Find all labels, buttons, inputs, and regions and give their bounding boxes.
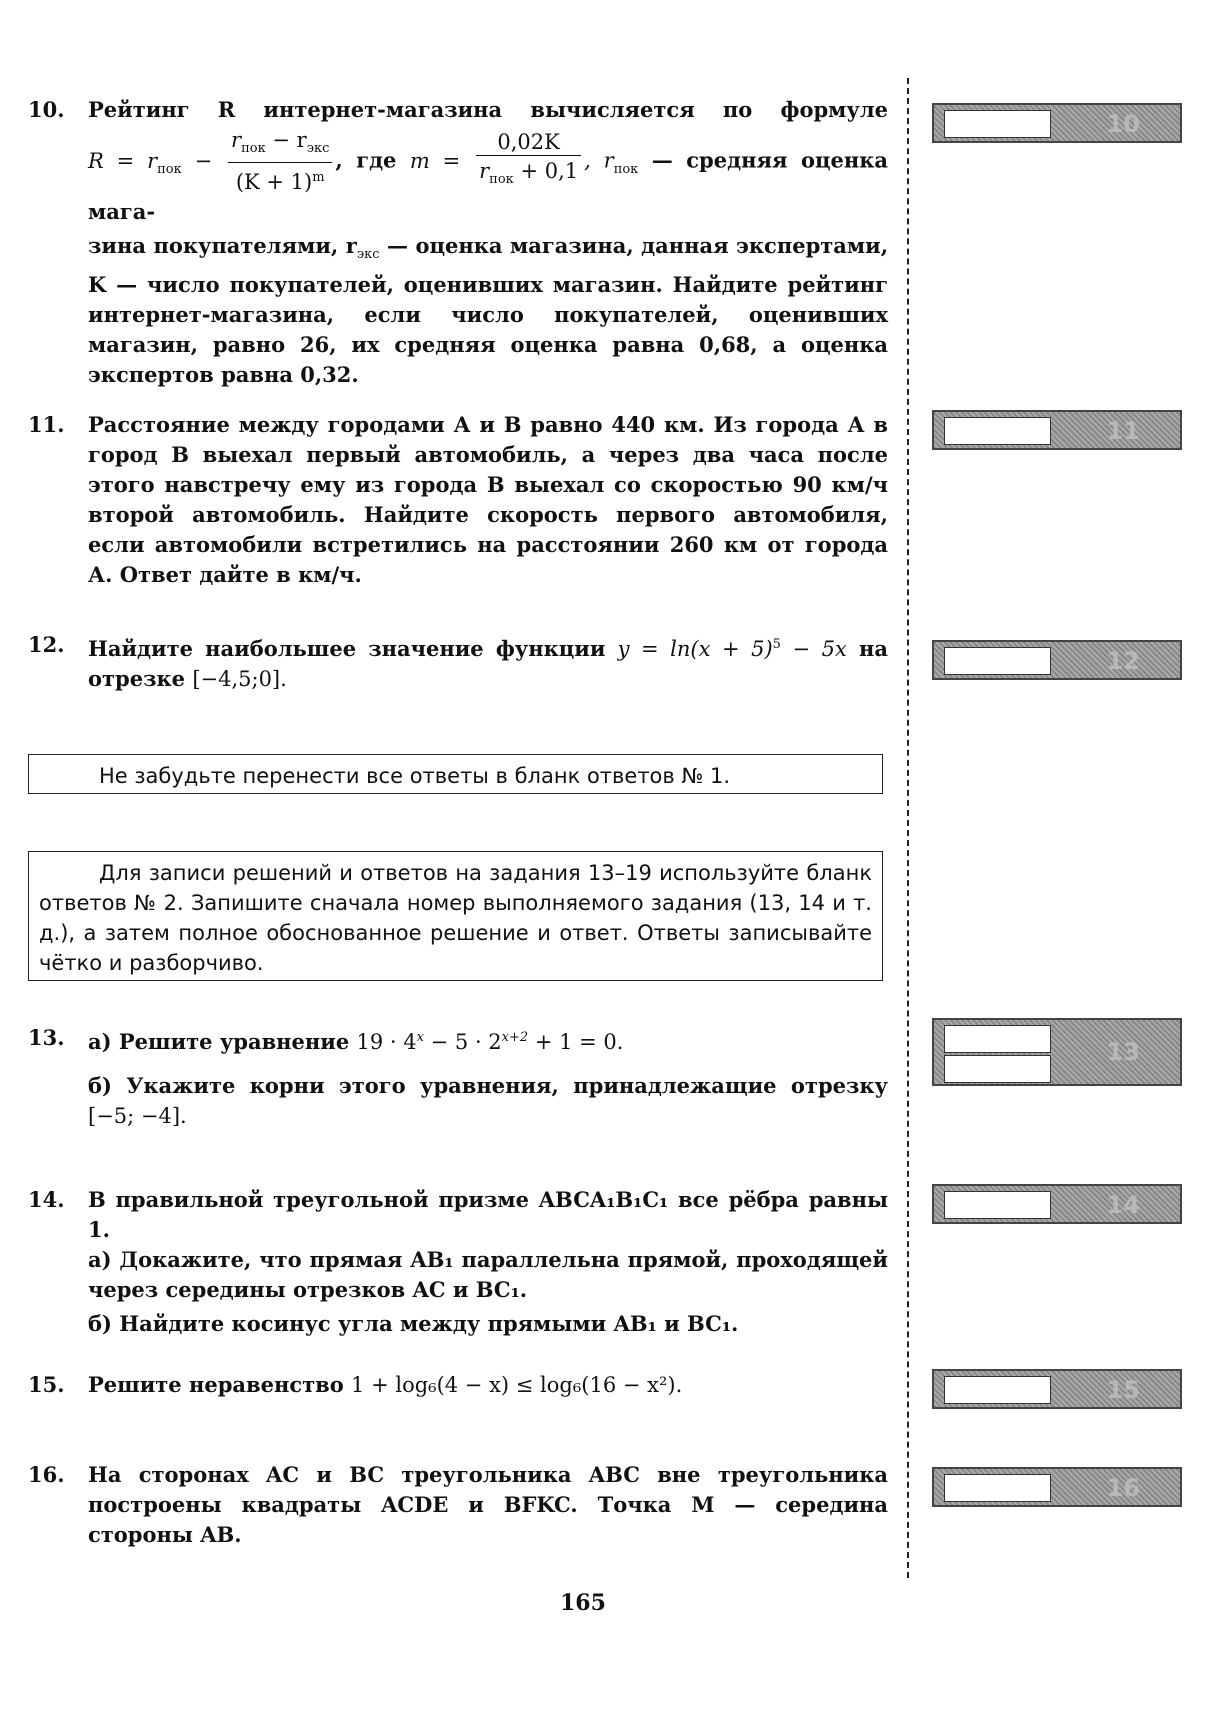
- problem-number: 15.: [28, 1372, 65, 1397]
- instructions-notice: Для записи решений и ответов на задания 13–19 используйте бланк ответов № 2. Запишите сначала номер выполняемого задания (13, 14 и т. д.), а затем полное обоснованное решение и ответ. Ответы записывайте чётко и разборчиво.: [28, 851, 883, 981]
- answer-box-12: 12: [932, 640, 1182, 680]
- problem-10-intro: Рейтинг R интернет-магазина вычисляется по формуле: [88, 97, 888, 122]
- problem-number: 13.: [28, 1025, 65, 1050]
- answer-box-11: 11: [932, 410, 1182, 450]
- problem-12-text: Найдите наибольшее значение функции $y = \ln(x + 5)^5 - 5x$ на отрезке [−4,5;0].: [88, 636, 889, 691]
- problem-14-a: а) Докажите, что прямая AB₁ параллельна прямой, проходящей через середины отрезков AC и BC₁.: [88, 1247, 888, 1302]
- answer-field[interactable]: [944, 1191, 1051, 1219]
- answer-box-14: 14: [932, 1184, 1182, 1224]
- problem-16-text: На сторонах AC и BC треугольника ABC вне треугольника построены квадраты ACDE и BFKC. Точка M — середина стороны AB.: [88, 1462, 888, 1547]
- problem-number: 14.: [28, 1187, 65, 1212]
- answer-field[interactable]: [944, 1474, 1051, 1502]
- problem-11-text: Расстояние между городами А и В равно 440 км. Из города А в город В выехал первый автомобиль, а через два часа после этого навстречу ему из города В выехал со скоростью 90 км/ч второй автомобиль. Найдите скорость первого автомобиля, если автомобили встретились на расстоянии 260 км от города А. Ответ дайте в км/ч.: [88, 412, 888, 587]
- transfer-notice: Не забудьте перенести все ответы в бланк ответов № 1.: [28, 754, 883, 794]
- answer-field[interactable]: [944, 1376, 1051, 1404]
- cut-line: [907, 78, 909, 1578]
- answer-box-10: 10: [932, 103, 1182, 143]
- answer-box-13: 13: [932, 1018, 1182, 1086]
- problem-number: 12.: [28, 632, 65, 657]
- answer-box-16: 16: [932, 1467, 1182, 1507]
- answer-field-b[interactable]: [944, 1055, 1051, 1083]
- problem-13-a: а) Решите уравнение $19 \cdot 4^x - 5 \cdot 2^{x+2} + 1 = 0$.: [88, 1029, 624, 1054]
- problem-10-formula: $R = r_{пок}$ − $\frac{r_{пок} - r_{экс}}{(K + 1)^m}$ , где m = $\frac{0,02K}{r_{пок} + 0,1}$ , $r_{пок}$ — средняя оценка мага-: [88, 128, 889, 225]
- answer-field[interactable]: [944, 647, 1051, 675]
- problem-10-rest: зина покупателями, $r_{экс}$ — оценка магазина, данная экспертами, K — число покупателей, оценивших магазин. Найдите рейтинг интернет-магазина, если число покупателей, оценивших магазин, равно 26, их средняя оценка равна 0,68, а оценка экспертов равна 0,32.: [88, 233, 889, 388]
- answer-field-a[interactable]: [944, 1025, 1051, 1053]
- problem-number: 16.: [28, 1462, 65, 1487]
- problem-14-intro: В правильной треугольной призме ABCA₁B₁C₁ все рёбра равны 1.: [88, 1187, 888, 1242]
- answer-box-15: 15: [932, 1369, 1182, 1409]
- answer-field[interactable]: [944, 417, 1051, 445]
- page-number: 165: [560, 1590, 606, 1616]
- problem-number: 10.: [28, 97, 65, 122]
- problem-13-b: б) Укажите корни этого уравнения, принадлежащие отрезку [−5; −4].: [88, 1073, 888, 1128]
- problem-15-text: Решите неравенство 1 + log₆(4 − x) ≤ log₆(16 − x²).: [88, 1372, 683, 1397]
- answer-field[interactable]: [944, 110, 1051, 138]
- problem-number: 11.: [28, 412, 65, 437]
- problem-14-b: б) Найдите косинус угла между прямыми AB₁ и BC₁.: [88, 1311, 739, 1336]
